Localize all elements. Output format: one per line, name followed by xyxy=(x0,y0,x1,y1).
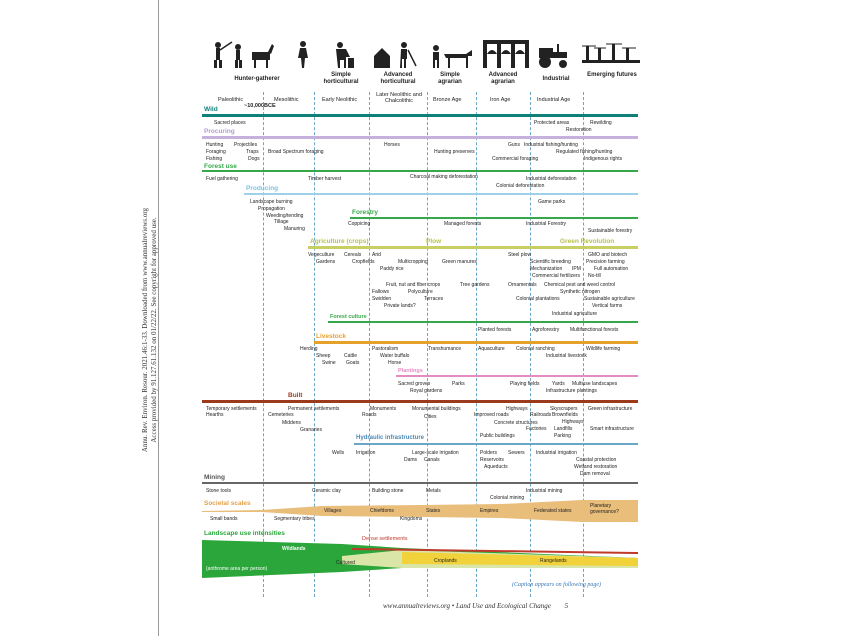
label: Commercial fertilizers xyxy=(532,273,581,279)
hunter-gatherer-icon xyxy=(208,40,278,68)
label: Tree gardens xyxy=(460,282,490,288)
label: Metals xyxy=(426,488,441,494)
label: Agroforestry xyxy=(532,327,560,333)
label: Parking xyxy=(554,433,571,439)
label: Cropfields xyxy=(352,259,375,265)
label: States xyxy=(426,508,441,514)
period-early-neolithic: Early Neolithic xyxy=(322,97,358,103)
label: Hunting xyxy=(206,142,224,148)
section-livestock: Livestock xyxy=(316,333,346,340)
section-plow: Plow xyxy=(426,238,442,245)
label: Timber harvest xyxy=(308,176,342,182)
label: Yards xyxy=(552,381,565,387)
landscape-band xyxy=(202,538,638,578)
label: Charcoal making deforestation xyxy=(410,174,478,180)
label: Brownfields xyxy=(552,412,578,418)
era-industrial: Industrial xyxy=(542,76,570,82)
section-forest-culture: Forest culture xyxy=(330,314,367,320)
label: Projectiles xyxy=(234,142,258,148)
procuring-bar xyxy=(202,136,638,139)
label: Polders xyxy=(480,450,497,456)
period-industrial-age: Industrial Age xyxy=(537,97,571,103)
label: Parks xyxy=(452,381,465,387)
forestry-bar xyxy=(350,217,638,219)
section-producing: Producing xyxy=(246,185,279,192)
label: Vertical farms xyxy=(592,303,623,309)
label: Chiefdoms xyxy=(370,508,394,514)
label: Improved roads xyxy=(474,412,509,418)
label: Traps xyxy=(246,149,259,155)
caption-note: (Caption appears on following page) xyxy=(512,582,601,588)
section-built: Built xyxy=(288,392,303,399)
access-note xyxy=(141,208,159,452)
label: Fuel gathering xyxy=(206,176,238,182)
label: Managed forests xyxy=(444,221,482,227)
section-societal: Societal scales xyxy=(204,500,251,507)
label: Manuring xyxy=(284,226,305,232)
page-footer xyxy=(383,602,568,610)
label: Transhumance xyxy=(428,346,462,352)
section-hydraulic: Hydraulic infrastructure xyxy=(356,435,425,441)
producing-bar xyxy=(244,193,638,195)
page-number: 5 xyxy=(564,602,569,610)
label: Highways xyxy=(506,406,528,412)
farmer-hoe-icon xyxy=(372,40,418,68)
label: Sacred groves xyxy=(398,381,431,387)
label: Herding xyxy=(300,346,318,352)
label: Aqueducts xyxy=(484,464,508,470)
label: Multicropping xyxy=(398,259,428,265)
label: Hunting preserves xyxy=(434,149,475,155)
label: Fruit, nut and fiber crops xyxy=(386,282,441,288)
label: Monuments xyxy=(370,406,397,412)
label: Ornamentals xyxy=(508,282,537,288)
label: Cereals xyxy=(344,252,362,258)
label: Dams xyxy=(404,457,418,463)
label: No-till xyxy=(588,273,601,279)
label: Sewers xyxy=(508,450,525,456)
label: Playing fields xyxy=(510,381,540,387)
label: Foraging xyxy=(206,149,226,155)
label: Wells xyxy=(332,450,345,456)
period-paleolithic: Paleolithic xyxy=(218,97,244,103)
label: Guns xyxy=(508,142,520,148)
tractor-icon xyxy=(535,44,571,68)
label: Permanent settlements xyxy=(288,406,340,412)
label: Colonial plantations xyxy=(516,296,560,302)
label: Rewilding xyxy=(590,120,612,126)
wild-bar xyxy=(202,114,638,117)
label: Chemical pest and weed control xyxy=(544,282,616,288)
period-bronze-age: Bronze Age xyxy=(433,97,462,103)
label: Restoration xyxy=(566,127,592,133)
label: Goats xyxy=(346,360,360,366)
section-wild: Wild xyxy=(204,106,218,113)
label: Full automation xyxy=(594,266,629,272)
label: Water buffalo xyxy=(380,353,410,359)
label: Irrigation xyxy=(356,450,376,456)
label: Colonial mining xyxy=(490,495,525,501)
label: Gardens xyxy=(316,259,336,265)
label: Polyculture xyxy=(408,289,433,295)
label: Weeding/tending xyxy=(266,213,304,219)
label: Dam removal xyxy=(580,471,610,477)
section-plantings: Plantings xyxy=(398,368,423,374)
label-per-person: (anthrome area per person) xyxy=(206,566,268,572)
label: Empires xyxy=(480,508,499,514)
era-emerging-futures: Emerging futures xyxy=(587,72,637,78)
label: Industrial livestock xyxy=(546,353,587,359)
label: Infrastructure plantings xyxy=(546,388,597,394)
gardener-icon xyxy=(330,40,356,68)
label: Coastal protection xyxy=(576,457,617,463)
label: Kingdoms xyxy=(400,516,423,522)
label-cultured: Cultured xyxy=(336,560,355,566)
label: Synthetic nitrogen xyxy=(560,289,601,295)
label: Green manures xyxy=(442,259,477,265)
label: Propagation xyxy=(258,206,285,212)
label: Smart infrastructure xyxy=(590,426,634,432)
mining-bar xyxy=(202,482,638,484)
label: Protected areas xyxy=(534,120,570,126)
access-note-line1: Annu. Rev. Environ. Resour. 2021.46:1-33. Downloaded from www.annualreviews.org xyxy=(141,207,149,453)
label: Aquaculture xyxy=(478,346,505,352)
label: IPM xyxy=(572,266,581,272)
label: Villages xyxy=(324,508,342,514)
label: Cattle xyxy=(344,353,358,359)
hydraulic-bar xyxy=(354,443,638,445)
label: Building stone xyxy=(372,488,404,494)
label: Planetary governance? xyxy=(590,503,619,515)
label: Industrial irrigation xyxy=(536,450,577,456)
label: Landscape burning xyxy=(250,199,293,205)
period-mesolithic: Mesolithic xyxy=(274,97,299,103)
era-hunter-gatherer: Hunter-gatherer xyxy=(234,76,280,82)
forest-culture-bar xyxy=(328,321,638,323)
forest-use-bar xyxy=(202,170,638,172)
era-simple-horticultural: Simple horticultural xyxy=(323,72,359,85)
label: Public buildings xyxy=(480,433,515,439)
label: Wildlife farming xyxy=(586,346,621,352)
footer-text: www.annualreviews.org • Land Use and Ecological Change xyxy=(383,602,551,610)
label: Tillage xyxy=(274,219,289,225)
label: Vegeculture xyxy=(308,252,335,258)
label: Railroads xyxy=(530,412,552,418)
label: Paddy rice xyxy=(380,266,404,272)
label: Steel plow xyxy=(508,252,532,258)
section-forestry: Forestry xyxy=(352,209,379,216)
label: Federated states xyxy=(534,508,572,514)
period-date: ~10,000BCE xyxy=(244,103,276,109)
agriculture-bar xyxy=(308,246,638,249)
label: Multiuse landscapes xyxy=(572,381,618,387)
label: Regulated fishing/hunting xyxy=(556,149,613,155)
label: Skyscrapers xyxy=(550,406,578,412)
label: Hearths xyxy=(206,412,224,418)
label: Colonial ranching xyxy=(516,346,555,352)
label: Fallows xyxy=(372,289,389,295)
label: Canals xyxy=(424,457,440,463)
label: Roads xyxy=(362,412,377,418)
label: Pastoralism xyxy=(372,346,399,352)
futures-icon xyxy=(582,40,640,68)
access-note-line2: Access provided by 91.127.61.132 on 01/22/22. See copyright for approved use. xyxy=(150,217,158,443)
label: GMO and biotech xyxy=(588,252,628,258)
label-croplands: Croplands xyxy=(434,558,457,564)
woman-walking-icon xyxy=(295,40,313,68)
label-wildlands: Wildlands xyxy=(282,546,306,552)
label: Sustainable forestry xyxy=(588,228,633,234)
aqueduct-icon xyxy=(483,40,529,68)
label: Coppicing xyxy=(348,221,371,227)
label: Industrial deforestation xyxy=(526,176,577,182)
label: Sustainable agriculture xyxy=(584,296,635,302)
label: Stone tools xyxy=(206,488,232,494)
label: Middens xyxy=(282,420,301,426)
section-forest-use: Forest use xyxy=(204,163,237,170)
era-advanced-agrarian: Advanced agrarian xyxy=(488,72,518,85)
label: Cemeteries xyxy=(268,412,294,418)
label: Broad Spectrum foraging xyxy=(268,149,324,155)
label: Large-scale irrigation xyxy=(412,450,459,456)
label: Industrial mining xyxy=(526,488,563,494)
label: Small bands xyxy=(210,516,238,522)
label: Commercial foraging xyxy=(492,156,539,162)
era-simple-agrarian: Simple agrarian xyxy=(438,72,462,85)
section-agriculture: Agriculture (crops) xyxy=(310,238,369,245)
label: Sheep xyxy=(316,353,331,359)
label: Game parks xyxy=(538,199,566,205)
livestock-bar xyxy=(314,341,638,344)
label: Industrial Forestry xyxy=(526,221,567,227)
label: Indigenous rights xyxy=(584,156,623,162)
ox-plow-icon xyxy=(430,44,476,68)
label: Ceramic clay xyxy=(312,488,341,494)
label-dense-settlements: Dense settlements xyxy=(362,536,408,542)
label: Private lands? xyxy=(384,303,416,309)
section-green-revolution: Green Revolution xyxy=(560,238,615,245)
plantings-bar xyxy=(396,375,638,377)
label: Terraces xyxy=(424,296,444,302)
label: Wetland restoration xyxy=(574,464,618,470)
label: Cities xyxy=(424,414,437,420)
label: Swidden xyxy=(372,296,392,302)
label: Industrial agriculture xyxy=(552,311,598,317)
period-iron-age: Iron Age xyxy=(490,97,511,103)
label: Swine xyxy=(322,360,336,366)
label: Mechanization xyxy=(530,266,563,272)
section-mining: Mining xyxy=(204,474,225,481)
label: Horses xyxy=(384,142,400,148)
period-later-neolithic: Later Neolithic and Chalcolithic xyxy=(376,92,422,104)
label: Landfills xyxy=(554,426,573,432)
label-rangelands: Rangelands xyxy=(540,558,567,564)
label: Sacred places xyxy=(214,120,246,126)
era-advanced-horticultural: Advanced horticultural xyxy=(380,72,416,85)
label: Scientific breeding xyxy=(530,259,571,265)
label: Concrete structures xyxy=(494,420,538,426)
section-procuring: Procuring xyxy=(204,128,235,135)
label: Highways xyxy=(562,419,584,425)
section-landscape: Landscape use intensities xyxy=(204,530,285,537)
label: Fishing xyxy=(206,156,223,162)
label: Precision farming xyxy=(586,259,625,265)
label: Monumental buildings xyxy=(412,406,461,412)
label: Segmentary tribes xyxy=(274,516,315,522)
label: Industrial fishing/hunting xyxy=(524,142,578,148)
label: Horse xyxy=(388,360,402,366)
label: Dogs xyxy=(248,156,260,162)
label: Factories xyxy=(526,426,547,432)
label: Arid xyxy=(372,252,381,258)
label: Temporary settlements xyxy=(206,406,257,412)
label: Reservoirs xyxy=(480,457,504,463)
label: Multifunctional forests xyxy=(570,327,619,333)
built-bar xyxy=(202,400,638,403)
label: Colonial deforestation xyxy=(496,183,545,189)
label: Green infrastructure xyxy=(588,406,633,412)
label: Planted forests xyxy=(478,327,512,333)
label: Granaries xyxy=(300,427,322,433)
label: Royal gardens xyxy=(410,388,443,394)
